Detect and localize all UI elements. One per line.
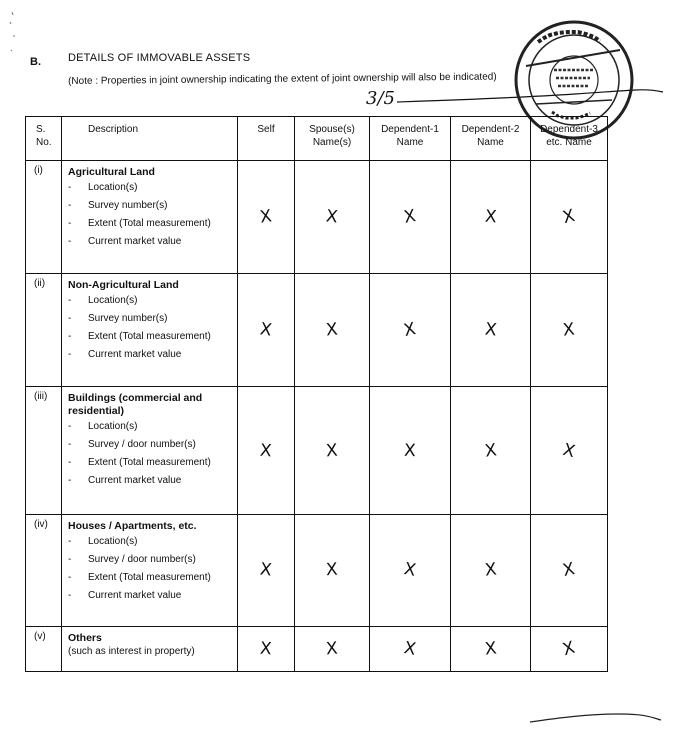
cross-mark: X: [325, 440, 339, 461]
header-dependent-3: Dependent-3 etc. Name: [531, 117, 608, 161]
list-item: - Current market value: [68, 474, 233, 487]
table-row: [26, 514, 608, 626]
cross-mark: X: [259, 440, 273, 461]
mark-self: [238, 274, 295, 387]
header-self: Self: [238, 117, 295, 161]
mark-self: [238, 626, 295, 671]
row-category: Houses / Apartments, etc.: [68, 519, 197, 532]
row-sno: (iv): [26, 514, 62, 626]
cross-mark: X: [325, 638, 339, 660]
mark-spouse: [295, 387, 370, 514]
mark-self: [238, 387, 295, 514]
mark-dependent-2: [451, 274, 531, 387]
cross-mark: X: [258, 319, 274, 342]
list-item: - Current market value: [68, 348, 233, 361]
cross-mark: X: [325, 560, 339, 581]
row-description: [62, 274, 238, 387]
mark-self: [238, 161, 295, 274]
mark-self: [238, 514, 295, 626]
mark-dependent-2: [451, 626, 531, 671]
header-spouse: Spouse(s) Name(s): [295, 117, 370, 161]
cross-mark: X: [483, 439, 498, 462]
row-category: Agricultural Land: [68, 166, 155, 179]
cross-mark: X: [325, 206, 339, 228]
row-description: [62, 626, 238, 671]
mark-dependent-1: [370, 161, 451, 274]
list-item: - Location(s): [68, 535, 233, 548]
mark-spouse: [295, 161, 370, 274]
cross-mark: X: [560, 637, 578, 661]
cross-mark: X: [258, 206, 274, 228]
list-item: - Current market value: [68, 589, 233, 602]
table-row: [26, 161, 608, 274]
section-letter: B.: [30, 56, 41, 68]
mark-spouse: [295, 626, 370, 671]
cross-mark: X: [403, 440, 417, 461]
list-item: - Extent (Total measurement): [68, 571, 233, 584]
mark-dependent-1: [370, 514, 451, 626]
mark-dependent-3: [531, 274, 608, 387]
row-sno: (ii): [26, 274, 62, 387]
scan-artifact: [8, 10, 28, 70]
list-item: - Location(s): [68, 420, 233, 433]
list-item: - Survey number(s): [68, 199, 233, 212]
cross-mark: X: [560, 439, 578, 462]
header-sno: S. No.: [26, 117, 62, 161]
immovable-assets-table: [25, 116, 608, 672]
cross-mark: X: [483, 638, 498, 660]
table-row: [26, 387, 608, 514]
table-row: [26, 626, 608, 671]
cross-mark: X: [402, 559, 418, 582]
cross-mark: X: [402, 319, 418, 342]
section-note: (Note : Properties in joint ownership indicating the extent of joint ownership will also be indicated): [68, 71, 497, 87]
mark-spouse: [295, 514, 370, 626]
list-item: - Extent (Total measurement): [68, 456, 233, 469]
list-item: - Current market value: [68, 235, 233, 248]
cross-mark: X: [483, 206, 498, 228]
mark-dependent-2: [451, 514, 531, 626]
list-item: - Extent (Total measurement): [68, 217, 233, 230]
cross-mark: X: [402, 638, 418, 660]
mark-dependent-2: [451, 161, 531, 274]
list-item: - Location(s): [68, 181, 233, 194]
mark-dependent-3: [531, 514, 608, 626]
row-sno: (i): [26, 161, 62, 274]
row-sno: (iii): [26, 387, 62, 514]
cross-mark: X: [402, 206, 418, 229]
section-title: DETAILS OF IMMOVABLE ASSETS: [68, 52, 251, 64]
mark-dependent-3: [531, 626, 608, 671]
mark-dependent-1: [370, 387, 451, 514]
mark-dependent-1: [370, 274, 451, 387]
header-description: Description: [62, 117, 238, 161]
list-item: - Survey / door number(s): [68, 553, 233, 566]
mark-dependent-3: [531, 161, 608, 274]
cross-mark: X: [560, 206, 578, 229]
table-row: [26, 274, 608, 387]
header-dependent-1: Dependent-1 Name: [370, 117, 451, 161]
row-description: [62, 161, 238, 274]
mark-dependent-2: [451, 387, 531, 514]
row-description: [62, 387, 238, 514]
cross-mark: X: [483, 559, 498, 581]
signature-stroke: [528, 710, 663, 726]
cross-mark: X: [561, 559, 577, 582]
list-item: - Survey / door number(s): [68, 438, 233, 451]
cross-mark: X: [562, 319, 576, 341]
cross-mark: X: [483, 319, 498, 341]
mark-dependent-3: [531, 387, 608, 514]
row-sno: (v): [26, 626, 62, 671]
row-category: Others: [68, 631, 102, 644]
mark-dependent-1: [370, 626, 451, 671]
cross-mark: X: [259, 559, 273, 581]
row-category: Non-Agricultural Land: [68, 279, 179, 292]
mark-spouse: [295, 274, 370, 387]
cross-mark: X: [259, 638, 273, 660]
row-category: Buildings (commercial and residential): [68, 392, 203, 418]
list-item: - Survey number(s): [68, 312, 233, 325]
header-dependent-2: Dependent-2 Name: [451, 117, 531, 161]
row-subtext: (such as interest in property): [68, 645, 195, 657]
header-row: [26, 117, 608, 161]
list-item: - Extent (Total measurement): [68, 330, 233, 343]
list-item: - Location(s): [68, 294, 233, 307]
handwritten-reference: 3/5: [366, 88, 395, 109]
cross-mark: X: [325, 319, 339, 341]
row-description: [62, 514, 238, 626]
